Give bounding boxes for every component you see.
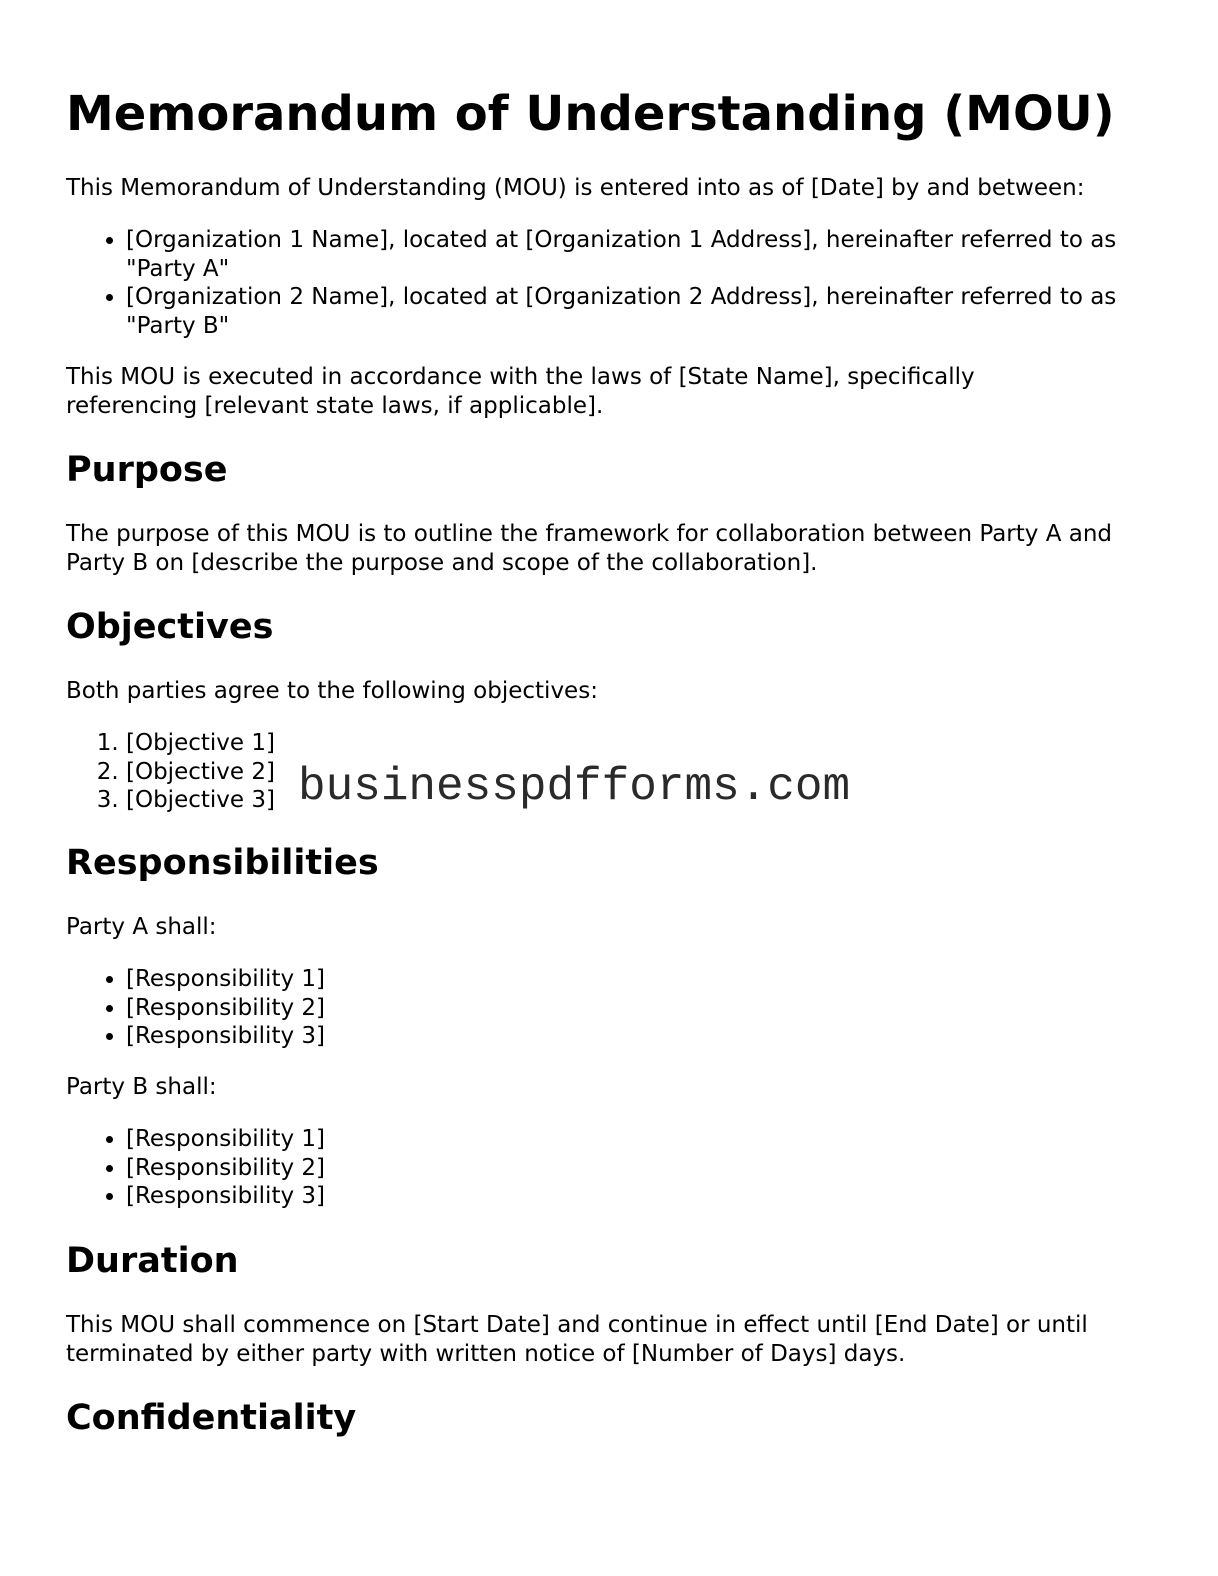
party-b-label: Party B shall: — [66, 1074, 217, 1100]
parties-list — [66, 226, 1126, 340]
purpose-heading: Purpose — [66, 450, 228, 490]
responsibility-item: • [Responsibility 1] — [126, 1125, 1126, 1154]
intro-paragraph: This Memorandum of Understanding (MOU) is entered into as of [Date] by and between: — [66, 175, 1085, 201]
objectives-intro: Both parties agree to the following objectives: — [66, 678, 598, 704]
duration-heading: Duration — [66, 1241, 239, 1281]
responsibility-item: • [Responsibility 3] — [126, 1182, 1126, 1211]
purpose-paragraph: The purpose of this MOU is to outline the framework for collaboration between Party A and Party B on [describe the purpose and scope of the collaboration]. — [66, 521, 1113, 576]
objective-item: 2. [Objective 2] — [126, 758, 1126, 787]
laws-paragraph: This MOU is executed in accordance with the laws of [State Name], specifically referencing [relevant state laws, if applicable]. — [66, 364, 975, 419]
party-a-item: • [Organization 1 Name], located at [Organization 1 Address], hereinafter referred to as "Party A" — [126, 226, 1126, 283]
responsibility-item: • [Responsibility 2] — [126, 1154, 1126, 1183]
responsibility-item: • [Responsibility 1] — [126, 965, 1126, 994]
party-a-label: Party A shall: — [66, 914, 217, 940]
party-b-responsibilities-list — [66, 1125, 1126, 1211]
objectives-heading: Objectives — [66, 607, 274, 647]
objective-item: 3. [Objective 3] — [126, 786, 1126, 815]
responsibilities-heading: Responsibilities — [66, 843, 379, 883]
responsibility-item: • [Responsibility 3] — [126, 1022, 1126, 1051]
party-a-responsibilities-list — [66, 965, 1126, 1051]
document-title: Memorandum of Understanding (MOU) — [66, 86, 1115, 142]
objective-item: 1. [Objective 1] — [126, 729, 1126, 758]
responsibility-item: • [Responsibility 2] — [126, 994, 1126, 1023]
watermark-text: businesspdfforms.com — [298, 761, 851, 813]
duration-paragraph: This MOU shall commence on [Start Date] and continue in effect until [End Date] or until terminated by either party with written notice of [Number of Days] days. — [66, 1312, 1088, 1367]
confidentiality-heading: Confidentiality — [66, 1398, 357, 1438]
party-b-item: • [Organization 2 Name], located at [Organization 2 Address], hereinafter referred to as "Party B" — [126, 283, 1126, 340]
